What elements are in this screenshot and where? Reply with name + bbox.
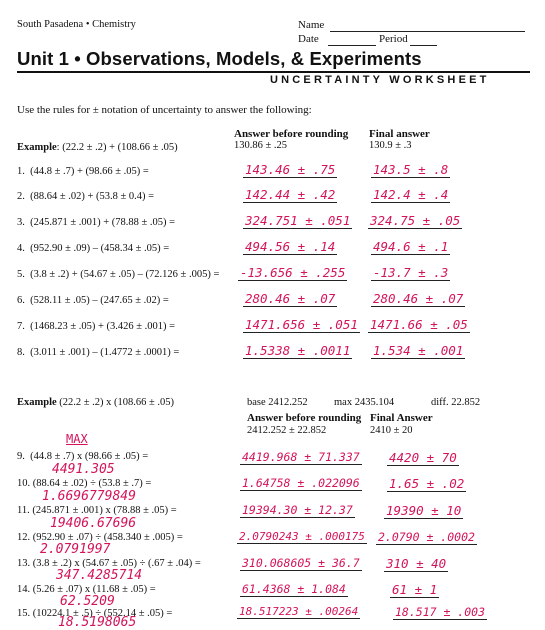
answer-final[interactable]: 280.46 ± .07 (373, 291, 464, 306)
answer-final[interactable]: 1.65 ± .02 (389, 476, 465, 491)
max-calc: 4491.305 (52, 462, 115, 477)
problem-row (17, 321, 175, 332)
answer-final[interactable]: 61 ± 1 (392, 582, 438, 597)
answer-before[interactable]: 494.56 ± .14 (245, 239, 336, 254)
example-diff: diff. 22.852 (431, 397, 481, 408)
problem-num: 9. (17, 451, 25, 462)
max-calc: 18.5198065 (58, 615, 137, 630)
problem-num: 11. (17, 505, 30, 516)
answer-before[interactable]: 2.0790243 ± .000175 (239, 530, 365, 543)
answer-final[interactable]: 324.75 ± .05 (370, 213, 461, 228)
answer-before[interactable]: 1.5338 ± .0011 (245, 343, 351, 358)
answer-before[interactable]: 142.44 ± .42 (245, 187, 336, 202)
col-final-header-2: Final Answer (370, 412, 433, 424)
problem-num: 10. (17, 478, 31, 489)
problem-expr: (952.90 ± .07) ÷ (458.340 ± .005) = (32, 532, 183, 543)
problem-num: 7. (17, 321, 25, 332)
problem-expr: (44.8 ± .7) x (98.66 ± .05) = (30, 451, 149, 462)
date-label: Date (298, 33, 319, 45)
example-final-2: 2410 ± 20 (370, 425, 413, 436)
answer-final[interactable]: 2.0790 ± .0002 (378, 530, 475, 544)
answer-final[interactable]: 4420 ± 70 (389, 450, 457, 465)
example-expr: (22.2 ± .2) x (108.66 ± .05) (59, 397, 175, 408)
problem-expr: (3.8 ± .2) + (54.67 ± .05) – (72.126 ± .005) = (30, 269, 220, 280)
problem-num: 3. (17, 217, 25, 228)
answer-before[interactable]: 61.4368 ± 1.084 (242, 582, 346, 596)
answer-final[interactable]: 494.6 ± .1 (373, 239, 449, 254)
answer-final[interactable]: -13.7 ± .3 (373, 265, 449, 280)
col-before-header-2: Answer before rounding (247, 412, 362, 424)
problem-row (17, 347, 179, 358)
answer-before[interactable]: 143.46 ± .75 (245, 162, 336, 177)
answer-final[interactable]: 1471.66 ± .05 (370, 317, 468, 332)
answer-before[interactable]: 310.068605 ± 36.7 (242, 556, 360, 570)
example-1 (17, 142, 178, 153)
problem-expr: (245.871 ± .001) x (78.88 ± .05) = (32, 505, 177, 516)
problem-expr: (1468.23 ± .05) + (3.426 ± .001) = (30, 321, 176, 332)
answer-final[interactable]: 143.5 ± .8 (373, 162, 449, 177)
max-calc: 19406.67696 (50, 516, 137, 531)
problem-num: 1. (17, 166, 25, 177)
problem-expr: (88.64 ± .02) ÷ (53.8 ± .7) = (32, 478, 152, 489)
answer-final[interactable]: 142.4 ± .4 (373, 187, 449, 202)
problem-num: 2. (17, 191, 25, 202)
answer-final[interactable]: 19390 ± 10 (386, 503, 462, 518)
period-label: Period (379, 33, 408, 45)
answer-before[interactable]: 19394.30 ± 12.37 (242, 503, 353, 517)
problem-expr: (10224.1 ± .5) ÷ (552.14 ± .05) = (32, 608, 173, 619)
problem-expr: (952.90 ± .09) – (458.34 ± .05) = (30, 243, 170, 254)
problem-row (17, 243, 169, 254)
example-expr: : (22.2 ± .2) + (108.66 ± .05) (56, 142, 178, 153)
example-before-2: 2412.252 ± 22.852 (247, 425, 327, 436)
answer-final[interactable]: 310 ± 40 (386, 556, 447, 571)
problem-expr: (88.64 ± .02) + (53.8 ± 0.4) = (30, 191, 155, 202)
example-label: Example (17, 397, 57, 408)
max-calc: 347.4285714 (56, 568, 143, 583)
example-base: base 2412.252 (247, 397, 308, 408)
problem-expr: (245.871 ± .001) + (78.88 ± .05) = (30, 217, 176, 228)
max-calc: 1.6696779849 (42, 489, 136, 504)
problem-row (17, 478, 151, 489)
example-2 (17, 397, 174, 408)
answer-before[interactable]: 1471.656 ± .051 (245, 317, 358, 332)
problem-row (17, 166, 149, 177)
problem-expr: (528.11 ± .05) – (247.65 ± .02) = (30, 295, 169, 306)
example-final: 130.9 ± .3 (369, 140, 412, 151)
problem-num: 15. (17, 608, 31, 619)
example-label: Example (17, 142, 57, 153)
answer-before[interactable]: 18.517223 ± .00264 (239, 605, 359, 618)
max-calc: 62.5209 (60, 594, 115, 609)
max-calc: 2.0791997 (40, 542, 111, 557)
answer-final[interactable]: 1.534 ± .001 (373, 343, 464, 358)
problem-expr: (3.8 ± .2) x (54.67 ± .05) ÷ (.67 ± .04) = (32, 558, 201, 569)
example-max: max 2435.104 (334, 397, 395, 408)
problem-expr: (3.011 ± .001) – (1.4772 ± .0001) = (30, 347, 180, 358)
problem-num: 13. (17, 558, 31, 569)
problem-num: 12. (17, 532, 31, 543)
max-note: MAX (66, 432, 88, 446)
problem-row (17, 269, 219, 280)
problem-row (17, 295, 169, 306)
title-rule (17, 71, 530, 73)
answer-before[interactable]: 4419.968 ± 71.337 (242, 450, 360, 464)
instructions: Use the rules for ± notation of uncertainty to answer the following: (17, 104, 312, 116)
problem-row (17, 505, 177, 516)
col-before-header: Answer before rounding (234, 128, 349, 140)
answer-before[interactable]: 280.46 ± .07 (245, 291, 336, 306)
example-before: 130.86 ± .25 (234, 140, 288, 151)
name-label: Name (298, 19, 325, 31)
problem-row (17, 217, 175, 228)
date-blank[interactable] (328, 45, 376, 46)
problem-expr: (44.8 ± .7) + (98.66 ± .05) = (30, 166, 149, 177)
answer-before[interactable]: 1.64758 ± .022096 (242, 476, 360, 490)
col-final-header: Final answer (369, 128, 430, 140)
problem-row (17, 451, 148, 462)
answer-before[interactable]: -13.656 ± .255 (240, 265, 346, 280)
problem-num: 8. (17, 347, 25, 358)
period-blank[interactable] (410, 45, 437, 46)
problem-num: 6. (17, 295, 25, 306)
worksheet-subtitle: UNCERTAINTY WORKSHEET (270, 74, 490, 86)
answer-final[interactable]: 18.517 ± .003 (395, 605, 486, 619)
problem-num: 4. (17, 243, 25, 254)
school-course: South Pasadena • Chemistry (17, 19, 136, 30)
problem-num: 5. (17, 269, 25, 280)
name-blank[interactable] (330, 31, 525, 32)
problem-num: 14. (17, 584, 31, 595)
answer-before[interactable]: 324.751 ± .051 (245, 213, 351, 228)
problem-row (17, 191, 154, 202)
problem-expr: (5.26 ± .07) x (11.68 ± .05) = (32, 584, 156, 595)
page-title: Unit 1 • Observations, Models, & Experiments (17, 48, 422, 69)
